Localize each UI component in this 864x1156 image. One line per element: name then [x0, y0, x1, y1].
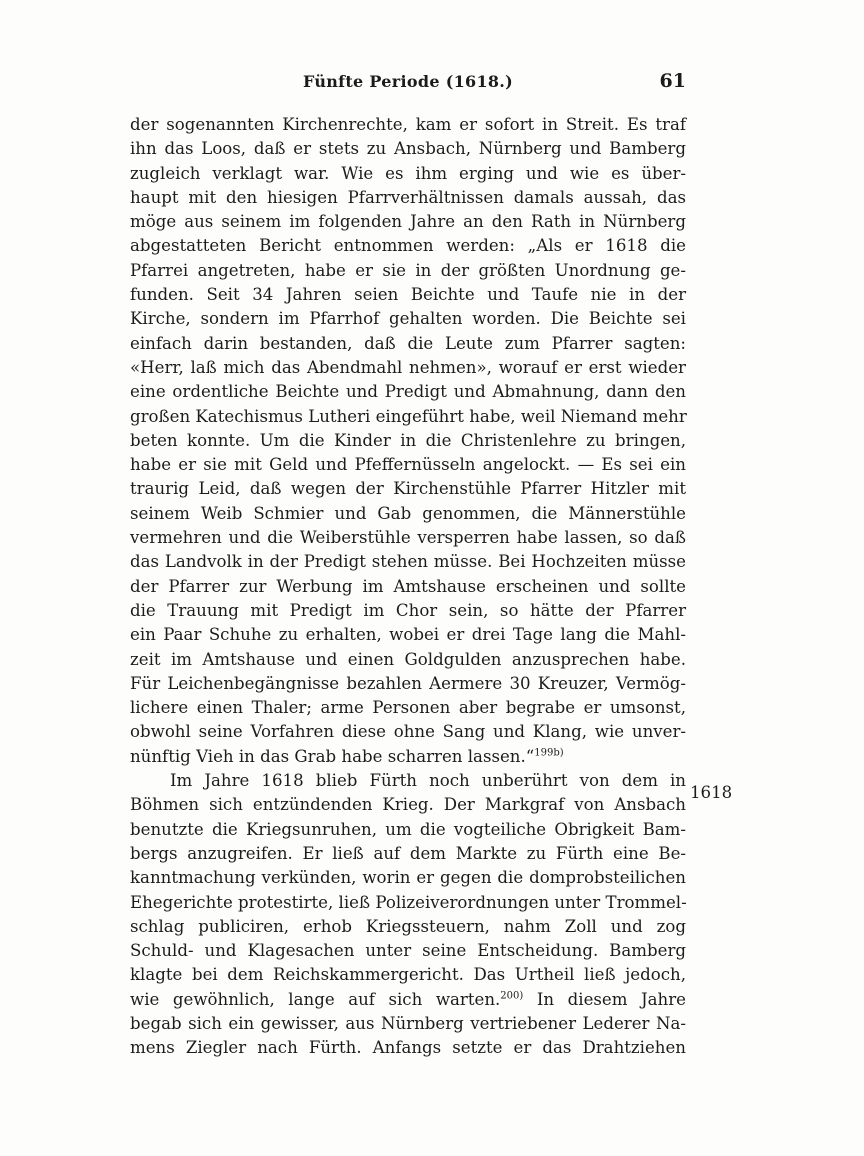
- text-line: Für Leichenbegängnisse bezahlen Aermere 30 Kreuzer, Vermög-: [130, 673, 686, 693]
- text-line: obwohl seine Vorfahren diese ohne Sang und Klang, wie unver-: [130, 722, 686, 742]
- text-line: mens Ziegler nach Fürth. Anfangs setzte er das Drahtziehen: [130, 1038, 686, 1058]
- text-line: haupt mit den hiesigen Pfarrverhältnissen damals aussah, das: [130, 187, 686, 207]
- text-line: vermehren und die Weiberstühle versperren habe lassen, so daß: [130, 528, 686, 548]
- text-line: habe er sie mit Geld und Pfeffernüsseln angelockt. — Es sei ein: [130, 455, 686, 475]
- text-line: der Pfarrer zur Werbung im Amtshause erscheinen und sollte: [130, 576, 686, 596]
- text-line: schlag publiciren, erhob Kriegssteuern, nahm Zoll und zog: [130, 916, 686, 936]
- text-line: «Herr, laß mich das Abendmahl nehmen», worauf er erst wieder: [130, 357, 686, 377]
- text-line: klagte bei dem Reichskammergericht. Das Urtheil ließ jedoch,: [130, 965, 686, 985]
- text-line: Böhmen sich entzündenden Krieg. Der Markgraf von Ansbach: [130, 795, 686, 815]
- text-line: die Trauung mit Predigt im Chor sein, so hätte der Pfarrer: [130, 600, 686, 620]
- margin-year-note: 1618: [690, 783, 733, 802]
- page-number: 61: [659, 70, 686, 92]
- text-line: zeit im Amtshause und einen Goldgulden anzusprechen habe.: [130, 649, 686, 669]
- text-line: beten konnte. Um die Kinder in die Christenlehre zu bringen,: [130, 430, 686, 450]
- line-text: wie gewöhnlich, lange auf sich warten.: [130, 989, 501, 1009]
- text-line: Pfarrei angetreten, habe er sie in der größten Unordnung ge-: [130, 260, 686, 280]
- text-line: traurig Leid, daß wegen der Kirchenstühle Pfarrer Hitzler mit: [130, 479, 686, 499]
- text-line: kanntmachung verkünden, worin er gegen die domprobsteilichen: [130, 868, 686, 888]
- text-line: funden. Seit 34 Jahren seien Beichte und Taufe nie in der: [130, 285, 686, 305]
- text-line: eine ordentliche Beichte und Predigt und Abmahnung, dann den: [130, 382, 686, 402]
- text-line: Kirche, sondern im Pfarrhof gehalten worden. Die Beichte sei: [130, 309, 686, 329]
- text-line: bergs anzugreifen. Er ließ auf dem Markte zu Fürth eine Be-: [130, 843, 686, 863]
- text-line: der sogenannten Kirchenrechte, kam er sofort in Streit. Es traf: [130, 115, 686, 134]
- text-line: benutzte die Kriegsunruhen, um die vogteiliche Obrigkeit Bam-: [130, 819, 686, 839]
- text-line: Im Jahre 1618 blieb Fürth noch unberührt von dem in: [170, 771, 686, 791]
- text-line: [130, 745, 686, 769]
- running-title: Fünfte Periode (1618.): [302, 72, 514, 91]
- text-line: begab sich ein gewisser, aus Nürnberg vertriebener Lederer Na-: [130, 1013, 686, 1033]
- text-line: zugleich verklagt war. Wie es ihm erging und wie es über-: [130, 163, 686, 183]
- line-text: In diesem Jahre: [523, 989, 686, 1009]
- text-line: lichere einen Thaler; arme Personen aber begrabe er umsonst,: [130, 698, 686, 718]
- text-line: großen Katechismus Lutheri eingeführt habe, weil Niemand mehr: [130, 406, 687, 426]
- line-text: nünftig Vieh in das Grab habe scharren lassen.“: [130, 746, 535, 766]
- running-head: [130, 72, 686, 100]
- text-line: einfach darin bestanden, daß die Leute zum Pfarrer sagten:: [130, 333, 686, 353]
- text-line: möge aus seinem im folgenden Jahre an den Rath in Nürnberg: [130, 212, 686, 232]
- text-line: [130, 988, 686, 1012]
- text-line: abgestatteten Bericht entnommen werden: „Als er 1618 die: [130, 236, 686, 256]
- text-line: ihn das Loos, daß er stets zu Ansbach, Nürnberg und Bamberg: [130, 139, 686, 159]
- body-text: [130, 113, 686, 1061]
- footnote-ref: 199b): [534, 747, 564, 759]
- text-line: seinem Weib Schmier und Gab genommen, die Männerstühle: [130, 503, 686, 523]
- text-line: ein Paar Schuhe zu erhalten, wobei er drei Tage lang die Mahl-: [130, 625, 686, 645]
- footnote-ref: 200): [500, 990, 524, 1002]
- text-line: das Landvolk in der Predigt stehen müsse. Bei Hochzeiten müsse: [130, 552, 686, 572]
- text-line: Ehegerichte protestirte, ließ Polizeiverordnungen unter Trommel-: [130, 892, 687, 912]
- text-line: Schuld- und Klagesachen unter seine Entscheidung. Bamberg: [130, 941, 686, 961]
